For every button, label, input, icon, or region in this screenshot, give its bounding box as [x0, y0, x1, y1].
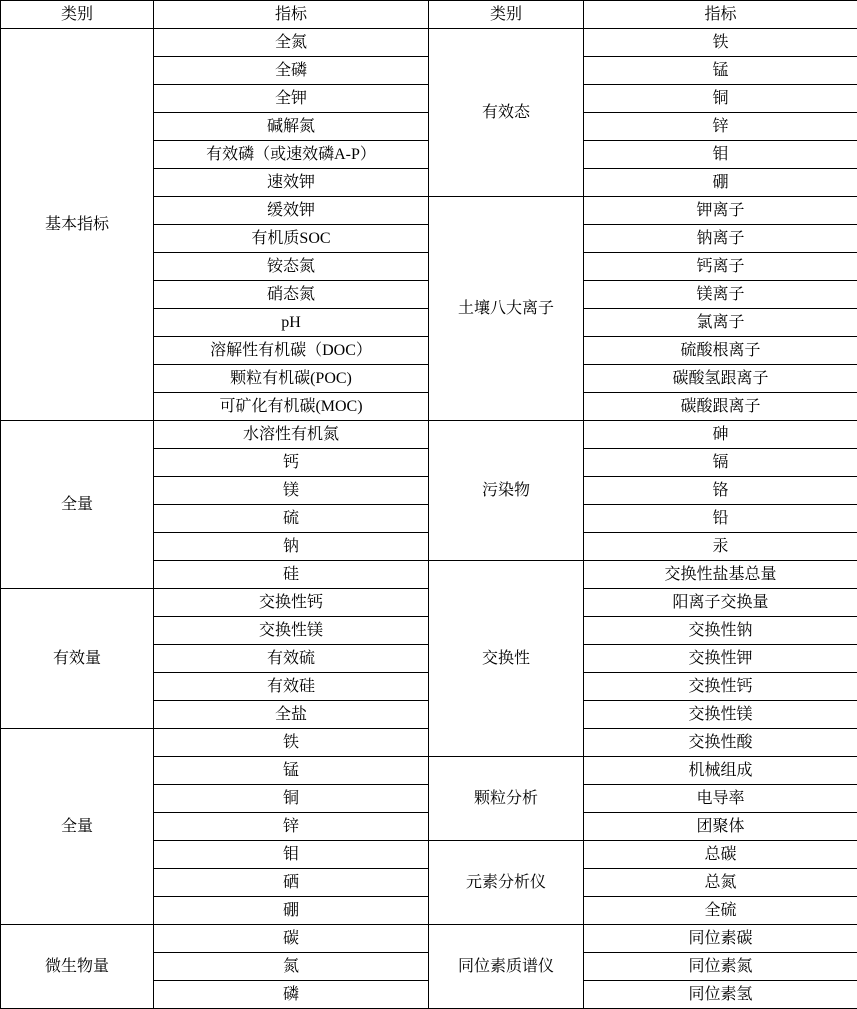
indicator-cell-left: 可矿化有机碳(MOC) [154, 393, 429, 421]
indicator-cell-right: 锰 [584, 57, 857, 85]
indicator-cell-right: 交换性酸 [584, 729, 857, 757]
indicator-cell-left: 镁 [154, 477, 429, 505]
category-cell-left: 全量 [1, 729, 154, 925]
indicator-cell-left: 水溶性有机氮 [154, 421, 429, 449]
indicator-cell-left: 速效钾 [154, 169, 429, 197]
indicator-cell-left: 钼 [154, 841, 429, 869]
category-cell-right: 交换性 [429, 561, 584, 757]
indicator-cell-right: 镁离子 [584, 281, 857, 309]
indicator-cell-left: 碳 [154, 925, 429, 953]
indicator-cell-right: 铬 [584, 477, 857, 505]
indicator-cell-left: 全磷 [154, 57, 429, 85]
table-body [1, 1, 857, 1009]
indicator-cell-right: 碳酸氢跟离子 [584, 365, 857, 393]
indicator-cell-right: 同位素碳 [584, 925, 857, 953]
indicator-cell-right: 交换性盐基总量 [584, 561, 857, 589]
indicator-cell-right: 总碳 [584, 841, 857, 869]
indicator-cell-left: 全钾 [154, 85, 429, 113]
header-category-right: 类别 [429, 1, 584, 29]
indicator-cell-left: 全盐 [154, 701, 429, 729]
table-row [1, 421, 857, 449]
indicator-cell-left: pH [154, 309, 429, 337]
indicator-cell-left: 交换性钙 [154, 589, 429, 617]
header-category-left: 类别 [1, 1, 154, 29]
indicator-cell-right: 总氮 [584, 869, 857, 897]
indicator-cell-left: 有效磷（或速效磷A-P） [154, 141, 429, 169]
indicator-cell-left: 锰 [154, 757, 429, 785]
category-cell-right: 元素分析仪 [429, 841, 584, 925]
header-indicator-right: 指标 [584, 1, 857, 29]
indicator-cell-left: 碱解氮 [154, 113, 429, 141]
indicator-cell-right: 硫酸根离子 [584, 337, 857, 365]
indicator-cell-right: 交换性钾 [584, 645, 857, 673]
indicator-cell-right: 铅 [584, 505, 857, 533]
category-cell-left: 微生物量 [1, 925, 154, 1009]
indicator-cell-right: 砷 [584, 421, 857, 449]
indicator-cell-left: 全氮 [154, 29, 429, 57]
indicator-cell-left: 有效硅 [154, 673, 429, 701]
indicator-cell-right: 铜 [584, 85, 857, 113]
indicator-cell-left: 硅 [154, 561, 429, 589]
indicator-cell-left: 铜 [154, 785, 429, 813]
indicator-cell-right: 铁 [584, 29, 857, 57]
indicator-cell-right: 氯离子 [584, 309, 857, 337]
category-cell-right: 有效态 [429, 29, 584, 197]
category-cell-right: 颗粒分析 [429, 757, 584, 841]
indicator-cell-right: 交换性钙 [584, 673, 857, 701]
indicator-cell-left: 硫 [154, 505, 429, 533]
category-cell-right: 土壤八大离子 [429, 197, 584, 421]
indicator-cell-left: 硝态氮 [154, 281, 429, 309]
indicator-cell-left: 铁 [154, 729, 429, 757]
indicator-cell-left: 磷 [154, 981, 429, 1009]
indicator-cell-left: 硒 [154, 869, 429, 897]
indicator-cell-right: 电导率 [584, 785, 857, 813]
indicator-cell-right: 交换性镁 [584, 701, 857, 729]
indicator-cell-right: 钾离子 [584, 197, 857, 225]
indicator-cell-right: 钼 [584, 141, 857, 169]
indicator-cell-left: 缓效钾 [154, 197, 429, 225]
indicator-cell-left: 铵态氮 [154, 253, 429, 281]
category-cell-left: 全量 [1, 421, 154, 589]
indicator-cell-left: 溶解性有机碳（DOC） [154, 337, 429, 365]
category-cell-left: 有效量 [1, 589, 154, 729]
indicator-cell-left: 有效硫 [154, 645, 429, 673]
indicator-cell-left: 颗粒有机碳(POC) [154, 365, 429, 393]
category-cell-right: 污染物 [429, 421, 584, 561]
indicator-cell-right: 机械组成 [584, 757, 857, 785]
indicator-cell-left: 钙 [154, 449, 429, 477]
indicator-cell-right: 镉 [584, 449, 857, 477]
indicator-cell-right: 碳酸跟离子 [584, 393, 857, 421]
indicator-cell-left: 钠 [154, 533, 429, 561]
category-cell-left: 基本指标 [1, 29, 154, 421]
indicator-cell-left: 硼 [154, 897, 429, 925]
indicator-cell-left: 交换性镁 [154, 617, 429, 645]
indicator-cell-right: 钠离子 [584, 225, 857, 253]
header-indicator-left: 指标 [154, 1, 429, 29]
indicator-cell-right: 锌 [584, 113, 857, 141]
indicator-cell-left: 有机质SOC [154, 225, 429, 253]
indicator-cell-right: 钙离子 [584, 253, 857, 281]
table-row [1, 29, 857, 57]
table-header-row [1, 1, 857, 29]
indicator-cell-right: 交换性钠 [584, 617, 857, 645]
indicator-cell-left: 锌 [154, 813, 429, 841]
indicator-cell-left: 氮 [154, 953, 429, 981]
indicator-cell-right: 阳离子交换量 [584, 589, 857, 617]
indicator-cell-right: 硼 [584, 169, 857, 197]
indicator-cell-right: 同位素氢 [584, 981, 857, 1009]
indicator-cell-right: 汞 [584, 533, 857, 561]
category-cell-right: 同位素质谱仪 [429, 925, 584, 1009]
indicator-cell-right: 同位素氮 [584, 953, 857, 981]
indicator-cell-right: 全硫 [584, 897, 857, 925]
indicator-cell-right: 团聚体 [584, 813, 857, 841]
